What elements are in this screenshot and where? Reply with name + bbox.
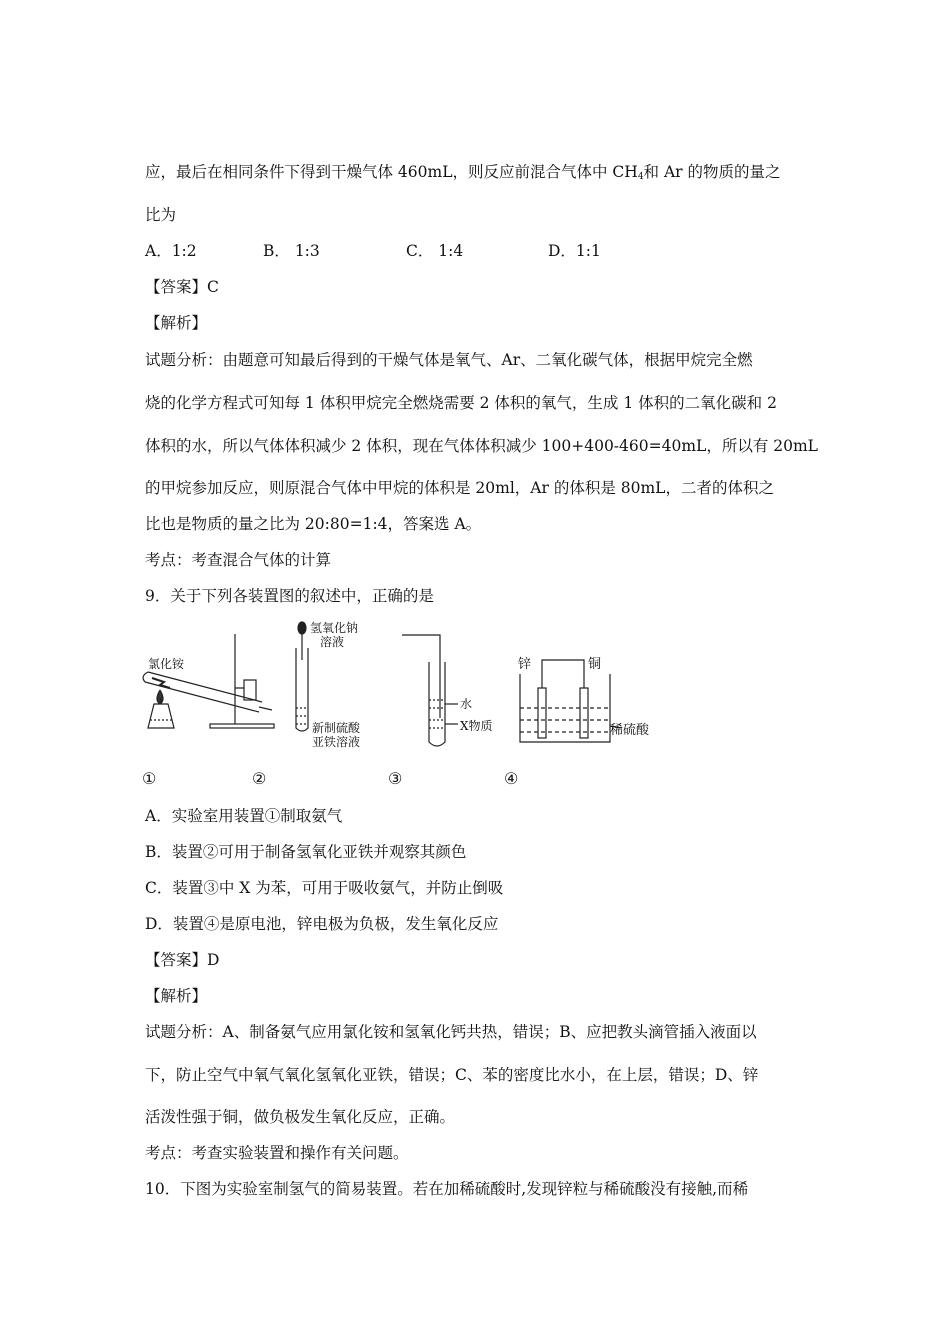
q9-apparatus-figure	[140, 620, 540, 790]
q9-option-d: D．装置④是原电池，锌电极为负极，发生氧化反应	[145, 915, 499, 933]
label-ammonium-chloride: 氯化铵	[148, 657, 185, 671]
figure-number-2: ②	[252, 769, 267, 788]
q8-analysis-line: 试题分析：由题意可知最后得到的干燥气体是氧气、Ar、二氧化碳气体，根据甲烷完全燃	[145, 351, 753, 369]
q8-option-c: C． 1:4	[406, 242, 464, 260]
q8-analysis-line: 烧的化学方程式可知每 1 体积甲烷完全燃烧需要 2 体积的氧气，生成 1 体积的二氧化碳和 2	[145, 394, 777, 412]
q9-option-b: B．装置②可用于制备氢氧化亚铁并观察其颜色	[145, 843, 467, 861]
q8-option-a: A．1:2	[145, 242, 197, 260]
label-zinc: 锌	[518, 657, 532, 672]
q8-option-b: B． 1:3	[263, 242, 320, 260]
q9-option-c: C．装置③中 X 为苯，可用于吸收氨气，并防止倒吸	[145, 879, 504, 897]
label-x-substance: X物质	[460, 719, 493, 733]
q8-stem-line1: 应，最后在相同条件下得到干燥气体 460mL，则反应前混合气体中 $CH_4$和 Ar 的物质的量之	[145, 163, 781, 182]
label-sodium-hydroxide: 氢氧化钠	[310, 621, 359, 635]
q9-analysis-title: 【解析】	[145, 987, 208, 1005]
apparatus-2-test-tube	[296, 622, 308, 731]
label-solution: 溶液	[320, 635, 345, 649]
figure-number-4: ④	[504, 769, 519, 788]
label-ferrous-solution: 亚铁溶液	[312, 735, 361, 749]
q8-stem-line2: 比为	[145, 206, 177, 224]
q10-stem: 10．下图为实验室制氢气的简易装置。若在加稀硫酸时,发现锌粒与稀硫酸没有接触,而稀	[145, 1180, 749, 1198]
q8-analysis-line: 的甲烷参加反应，则原混合气体中甲烷的体积是 20ml，Ar 的体积是 80mL，二者的体积之	[145, 479, 774, 497]
q8-option-d: D．1:1	[548, 242, 601, 260]
apparatus-1-heating-tube	[143, 634, 274, 728]
q9-answer: 【答案】D	[145, 951, 220, 969]
q9-analysis-line: 试题分析：A、制备氨气应用氯化铵和氢氧化钙共热，错误；B、应把教头滴管插入液面以	[145, 1023, 757, 1041]
q8-analysis-line: 体积的水，所以气体体积减少 2 体积，现在气体体积减少 100+400-460=40mL，所以有 20mL	[145, 437, 818, 455]
q9-analysis-line: 下，防止空气中氧气氧化氢氧化亚铁，错误；C、苯的密度比水小，在上层，错误；D、锌	[145, 1066, 759, 1084]
q9-option-a: A．实验室用装置①制取氨气	[145, 807, 343, 825]
apparatus-3-absorption-tube	[402, 635, 458, 746]
figure-number-1: ①	[142, 769, 157, 788]
label-dilute-sulfuric-acid: 稀硫酸	[610, 723, 650, 738]
q9-stem: 9．关于下列各装置图的叙述中，正确的是	[145, 587, 434, 605]
q9-point: 考点：考查实验装置和操作有关问题。	[145, 1144, 409, 1162]
q9-analysis-line: 活泼性强于铜，做负极发生氧化反应，正确。	[145, 1108, 456, 1126]
q8-options	[145, 241, 601, 261]
label-copper: 铜	[588, 657, 602, 672]
label-water: 水	[460, 697, 473, 711]
apparatus-4-galvanic-cell	[518, 650, 658, 746]
q8-analysis-line: 比也是物质的量之比为 20:80=1:4，答案选 A。	[145, 515, 482, 533]
q8-answer: 【答案】C	[145, 278, 219, 296]
label-fresh-ferrous-sulfate: 新制硫酸	[312, 721, 361, 735]
figure-number-3: ③	[388, 769, 403, 788]
q8-analysis-title: 【解析】	[145, 314, 208, 332]
q8-point: 考点：考查混合气体的计算	[145, 551, 332, 569]
